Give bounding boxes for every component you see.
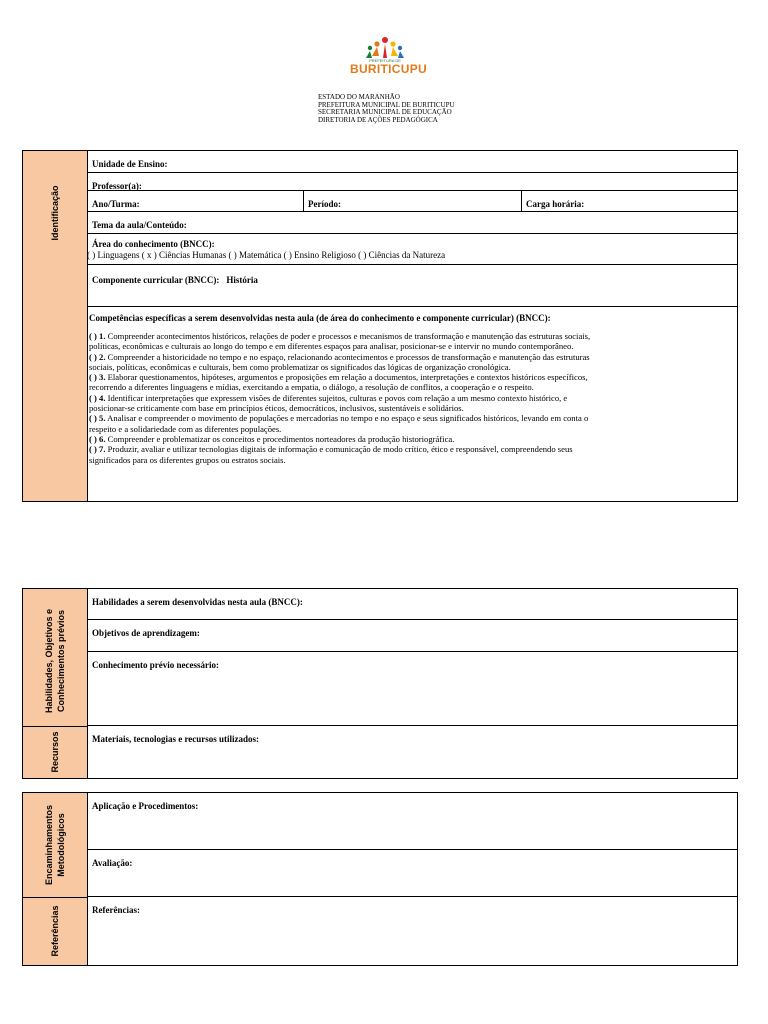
encaminhamentos-section	[22, 792, 738, 966]
conhecimento-row	[88, 652, 737, 726]
document-header	[318, 94, 518, 124]
identificacao-side-panel	[23, 151, 88, 501]
periodo-label[interactable]: Período:	[308, 199, 341, 209]
identificacao-section	[22, 150, 738, 502]
carga-horaria-label[interactable]: Carga horária:	[526, 199, 585, 209]
header-line: SECRETARIA MUNICIPAL DE EDUCAÇÃO	[318, 108, 452, 117]
recursos-label: Recursos	[50, 731, 60, 773]
habilidades-side-panel	[23, 589, 88, 778]
professor-label[interactable]: Professor(a):	[92, 181, 142, 191]
competencia-item[interactable]: ( ) 4. Identificar interpretações que expressem visões de diferentes sujeitos, culturas e povos com relação a um mesmo contexto histórico, e posicionar-se criticamente com base em princípios éticos, democráticos, inclusivos, sustentáveis e solidários.	[89, 392, 568, 414]
competencia-item[interactable]: ( ) 2. Compreender a historicidade no tempo e no espaço, relacionando acontecimentos e processos de transformação e manutenção das estruturas sociais, políticas, econômicas e culturais, bem como problematizar os significados das lógicas de organização cronológica.	[89, 351, 590, 372]
competencia-item[interactable]: ( ) 7. Produzir, avaliar e utilizar tecnologias digitais de informação e comunicação de modo crítico, ético e responsável, compreendendo seus significados para os diferentes grupos ou estratos sociais.	[89, 444, 573, 465]
tema-label[interactable]: Tema da aula/Conteúdo:	[92, 220, 187, 230]
area-conhecimento-row	[88, 234, 737, 265]
materiais-field[interactable]: Materiais, tecnologias e recursos utilizados:	[92, 734, 260, 744]
materiais-row	[88, 726, 737, 778]
componente-value[interactable]: História	[226, 275, 258, 285]
aplicacao-row	[88, 793, 737, 850]
habilidades-section	[22, 588, 738, 779]
componente-row	[88, 265, 737, 307]
professor-row	[88, 173, 737, 191]
competencias-title: Competências específicas a serem desenvolvidas nesta aula (de área do conhecimento e componente curricular) (BNCC):	[89, 313, 551, 323]
unidade-row	[88, 151, 737, 173]
header-line: DIRETORIA DE AÇÕES PEDAGÓGICA	[318, 115, 438, 124]
avaliacao-row	[88, 850, 737, 897]
tema-row	[88, 212, 737, 234]
componente-label: Componente curricular (BNCC):	[92, 275, 220, 285]
competencias-row	[88, 307, 737, 501]
ano-periodo-carga-row	[88, 191, 737, 212]
aplicacao-field[interactable]: Aplicação e Procedimentos:	[92, 801, 199, 811]
avaliacao-field[interactable]: Avaliação:	[92, 858, 133, 868]
unidade-label[interactable]: Unidade de Ensino:	[92, 159, 168, 169]
encaminhamentos-side-panel	[23, 793, 88, 965]
conhecimento-field[interactable]: Conhecimento prévio necessário:	[92, 660, 219, 670]
encaminhamentos-label: Encaminhamentos Metodológicos	[44, 804, 66, 886]
ano-turma-label[interactable]: Ano/Turma:	[92, 199, 140, 209]
referencias-field[interactable]: Referências:	[92, 905, 140, 915]
habilidades-label: Habilidades, Objetivos e Conhecimentos prévios	[44, 608, 66, 714]
header-line: ESTADO DO MARANHÃO	[318, 93, 400, 101]
header-line: PREFEITURA MUNICIPAL DE BURITICUPU	[318, 100, 455, 109]
logo-name: BURITICUPU	[350, 62, 427, 76]
logo-tagline: PREFEITURA DE	[369, 58, 401, 63]
identificacao-label: Identificação	[50, 185, 60, 241]
area-conhecimento-options[interactable]: ( ) Linguagens ( x ) Ciências Humanas ( ) Matemática ( ) Ensino Religioso ( ) Ciências da Natureza	[87, 250, 446, 260]
referencias-label: Referências	[50, 905, 60, 957]
objetivos-field[interactable]: Objetivos de aprendizagem:	[92, 628, 200, 638]
habilidades-row	[88, 589, 737, 620]
competencia-item[interactable]: ( ) 5. Analisar e compreender o movimento de populações e mercadorias no tempo e no espaço e seus significados históricos, levando em conta o respeito e a solidariedade com as diferentes populações.	[89, 413, 589, 434]
objetivos-row	[88, 620, 737, 652]
habilidades-field[interactable]: Habilidades a serem desenvolvidas nesta aula (BNCC):	[92, 597, 303, 607]
area-conhecimento-label: Área do conhecimento (BNCC):	[92, 239, 215, 249]
competencia-item[interactable]: ( ) 6. Compreender e problematizar os conceitos e procedimentos norteadores da produção historiográfica.	[89, 433, 455, 444]
competencia-item[interactable]: ( ) 3. Elaborar questionamentos, hipóteses, argumentos e proposições em relação a documentos, interpretações e contextos históricos específicos, recorrendo a diferentes linguagens e mídias, exercitando a empatia, o diálogo, a resolução de conflitos, a cooperação e o respeito.	[89, 372, 588, 393]
competencia-item[interactable]: ( ) 1. Compreender acontecimentos históricos, relações de poder e processos e mecanismos de transformação e manutenção das estruturas sociais, políticas, econômicas e culturais ao longo do tempo e em diferentes espaços para analisar, posicionar-se e intervir no mundo contemporâneo.	[89, 331, 591, 352]
referencias-row	[88, 897, 737, 965]
